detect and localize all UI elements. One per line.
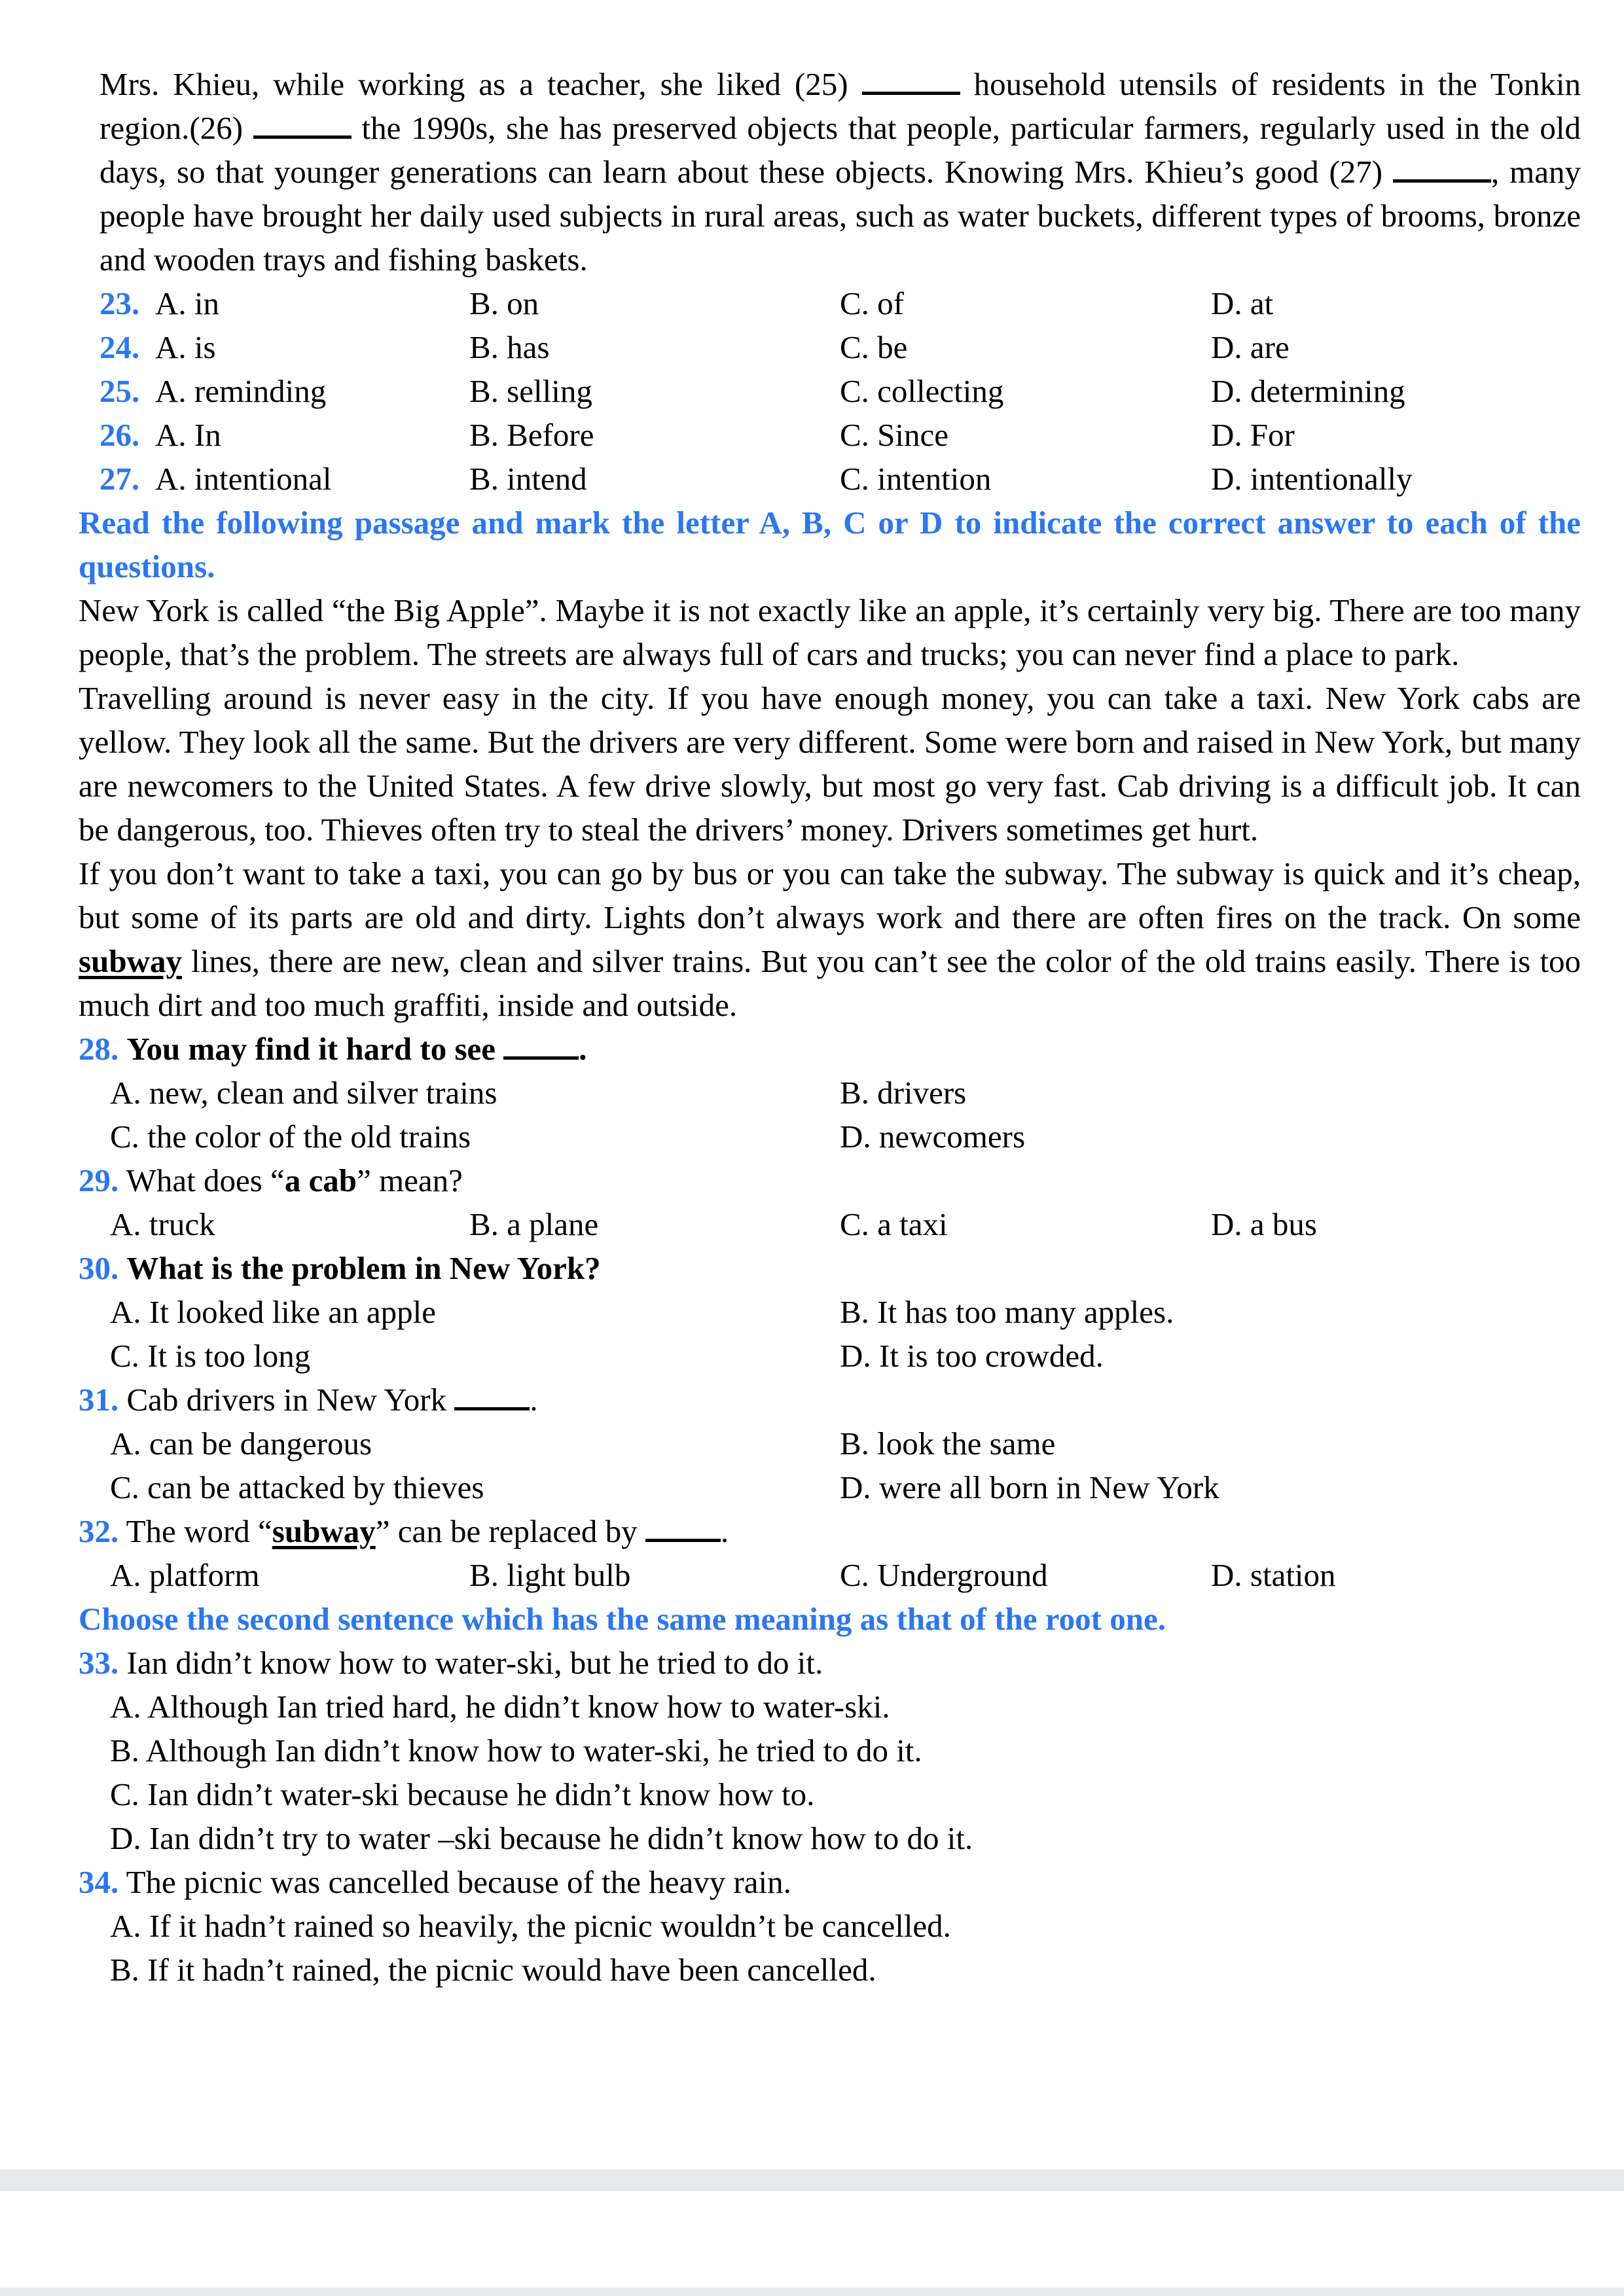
- question-number: 23.: [99, 285, 140, 321]
- option-c: C. can be attacked by thieves: [110, 1469, 484, 1505]
- question-row-25: [99, 369, 1581, 413]
- question-number: 29.: [79, 1162, 119, 1198]
- question-28-options-row-2: [79, 1115, 1581, 1158]
- option-b: B. intend: [469, 461, 587, 497]
- option-c: C. Underground: [840, 1557, 1048, 1593]
- question-28-stem: [79, 1027, 1581, 1071]
- cloze-text-3: the 1990s, she has preserved objects that people, particular farmers, regularly used in the old days, so that younger generations can learn about these objects. Knowing Mrs. Khieu’s good (27): [99, 110, 1581, 190]
- cloze-text-1: Mrs. Khieu, while working as a teacher, she liked (25): [99, 66, 862, 102]
- question-number: 31.: [79, 1382, 119, 1418]
- blank-line: [645, 1511, 721, 1542]
- question-30-stem: [79, 1246, 1581, 1290]
- cloze-text-2: household utensils of residents in the Tonkin region.(26): [99, 66, 1581, 146]
- blank-line: [503, 1029, 579, 1060]
- question-number: 32.: [79, 1513, 119, 1549]
- option-a: A. intentional: [155, 461, 332, 497]
- question-text: ” mean?: [357, 1162, 463, 1198]
- question-text: Cab drivers in New York: [126, 1382, 447, 1418]
- question-33-stem: [79, 1641, 1581, 1685]
- blank-line: [454, 1380, 530, 1410]
- option-b: B. has: [469, 329, 550, 365]
- option-a: A. platform: [110, 1557, 260, 1593]
- question-text: The picnic was cancelled because of the heavy rain.: [126, 1864, 791, 1900]
- keyword-subway: subway: [272, 1513, 376, 1549]
- question-text: The word “: [126, 1513, 272, 1549]
- question-suffix: .: [720, 1513, 729, 1549]
- question-number: 34.: [79, 1864, 119, 1900]
- cloze-paragraph: [99, 62, 1581, 281]
- question-31-stem: [79, 1378, 1581, 1422]
- page-gap-band: [0, 2170, 1624, 2191]
- option-b: B. If it hadn’t rained, the picnic would have been cancelled.: [110, 1952, 876, 1988]
- passage-paragraph-2: Travelling around is never easy in the city. If you have enough money, you can take a taxi. New York cabs are yellow. They look all the same. But the drivers are very different. Some were born and raised in New York, but many are newcomers to the United States. A few drive slowly, but most go very fast. Cab driving is a difficult job. It can be dangerous, too. Thieves often try to steal the drivers’ money. Drivers sometimes get hurt.: [79, 680, 1581, 848]
- option-c: C. collecting: [840, 373, 1004, 409]
- option-a: A. new, clean and silver trains: [110, 1075, 497, 1111]
- keyword-a-cab: a cab: [284, 1162, 357, 1198]
- blank-line-26: [253, 108, 352, 139]
- option-a: A. can be dangerous: [110, 1426, 372, 1462]
- blank-line-25: [862, 64, 960, 95]
- option-d: D. Ian didn’t try to water –ski because he didn’t know how to do it.: [110, 1820, 973, 1856]
- option-c: C. a taxi: [840, 1206, 948, 1242]
- question-suffix: .: [530, 1382, 538, 1418]
- option-a: A. Although Ian tried hard, he didn’t know how to water-ski.: [110, 1689, 890, 1725]
- option-c: C. intention: [840, 461, 992, 497]
- option-d: D. are: [1211, 329, 1290, 365]
- question-30-options-row-1: [79, 1290, 1581, 1334]
- question-28-options-row-1: [79, 1071, 1581, 1115]
- question-29-stem: [79, 1158, 1581, 1202]
- question-34-stem: [79, 1860, 1581, 1904]
- reading-section-heading: Read the following passage and mark the letter A, B, C or D to indicate the correct answer to each of the questions.: [79, 505, 1581, 584]
- passage-text: lines, there are new, clean and silver trains. But you can’t see the color of the old trains easily. There is too much dirt and too much graffiti, inside and outside.: [79, 943, 1581, 1023]
- passage-paragraph-3: [79, 852, 1581, 1027]
- option-b: B. Before: [469, 417, 594, 453]
- question-text: What is the problem in New York?: [126, 1250, 601, 1286]
- cloze-section: [79, 62, 1581, 501]
- option-d: D. at: [1211, 285, 1274, 321]
- rewrite-section-heading: Choose the second sentence which has the same meaning as that of the root one.: [79, 1601, 1166, 1637]
- option-b: B. selling: [469, 373, 592, 409]
- option-a: A. is: [155, 329, 216, 365]
- option-d: D. were all born in New York: [840, 1469, 1219, 1505]
- passage-paragraph-1: New York is called “the Big Apple”. Maybe it is not exactly like an apple, it’s certainly very big. There are too many people, that’s the problem. The streets are always full of cars and trucks; you can never find a place to park.: [79, 592, 1581, 672]
- question-number: 27.: [99, 461, 140, 497]
- option-b: B. on: [469, 285, 539, 321]
- option-a: A. If it hadn’t rained so heavily, the picnic wouldn’t be cancelled.: [110, 1908, 951, 1944]
- blank-line-27: [1393, 152, 1491, 183]
- option-b: B. drivers: [840, 1075, 967, 1111]
- option-b: B. It has too many apples.: [840, 1294, 1174, 1330]
- question-31-options-row-2: [79, 1465, 1581, 1509]
- question-number: 33.: [79, 1645, 119, 1681]
- option-c: C. Ian didn’t water-ski because he didn’t know how to.: [110, 1776, 815, 1812]
- option-a: A. truck: [110, 1206, 215, 1242]
- question-row-27: [99, 457, 1581, 501]
- viewer-bottom-band: [0, 2286, 1624, 2296]
- question-text: What does “: [126, 1162, 285, 1198]
- option-d: D. newcomers: [840, 1119, 1026, 1155]
- option-b: B. light bulb: [469, 1557, 631, 1593]
- option-a: A. in: [155, 285, 219, 321]
- question-row-26: [99, 413, 1581, 457]
- option-c: C. the color of the old trains: [110, 1119, 471, 1155]
- option-b: B. Although Ian didn’t know how to water-ski, he tried to do it.: [110, 1732, 922, 1768]
- cloze-text-4: , many people have brought her daily used subjects in rural areas, such as water buckets, different types of brooms, bronze and wooden trays and fishing baskets.: [99, 154, 1581, 278]
- question-31-options-row-1: [79, 1422, 1581, 1465]
- option-d: D. For: [1211, 417, 1295, 453]
- question-number: 24.: [99, 329, 140, 365]
- question-30-options-row-2: [79, 1334, 1581, 1378]
- question-suffix: .: [579, 1031, 587, 1067]
- question-32-stem: [79, 1509, 1581, 1553]
- option-c: C. Since: [840, 417, 949, 453]
- option-d: D. intentionally: [1211, 461, 1413, 497]
- option-c: C. It is too long: [110, 1338, 311, 1374]
- question-number: 28.: [79, 1031, 119, 1067]
- keyword-subway: subway: [79, 943, 182, 979]
- question-32-options-row: [79, 1553, 1581, 1597]
- option-a: A. In: [155, 417, 221, 453]
- option-d: D. station: [1211, 1557, 1336, 1593]
- question-text: You may find it hard to see: [126, 1031, 496, 1067]
- question-29-options-row: [79, 1202, 1581, 1246]
- question-text: ” can be replaced by: [375, 1513, 638, 1549]
- option-b: B. look the same: [840, 1426, 1056, 1462]
- question-row-24: [99, 325, 1581, 369]
- option-d: D. a bus: [1211, 1206, 1317, 1242]
- option-d: D. It is too crowded.: [840, 1338, 1104, 1374]
- option-a: A. reminding: [155, 373, 327, 409]
- question-row-23: [99, 281, 1581, 325]
- option-a: A. It looked like an apple: [110, 1294, 437, 1330]
- option-c: C. of: [840, 285, 904, 321]
- option-c: C. be: [840, 329, 908, 365]
- question-number: 26.: [99, 417, 140, 453]
- question-number: 30.: [79, 1250, 119, 1286]
- option-d: D. determining: [1211, 373, 1405, 409]
- question-text: Ian didn’t know how to water-ski, but he tried to do it.: [126, 1645, 823, 1681]
- option-b: B. a plane: [469, 1206, 599, 1242]
- passage-text: If you don’t want to take a taxi, you can go by bus or you can take the subway. The subway is quick and it’s cheap, but some of its parts are old and dirty. Lights don’t always work and there are often fires on the track. On some: [79, 855, 1581, 935]
- question-number: 25.: [99, 373, 140, 409]
